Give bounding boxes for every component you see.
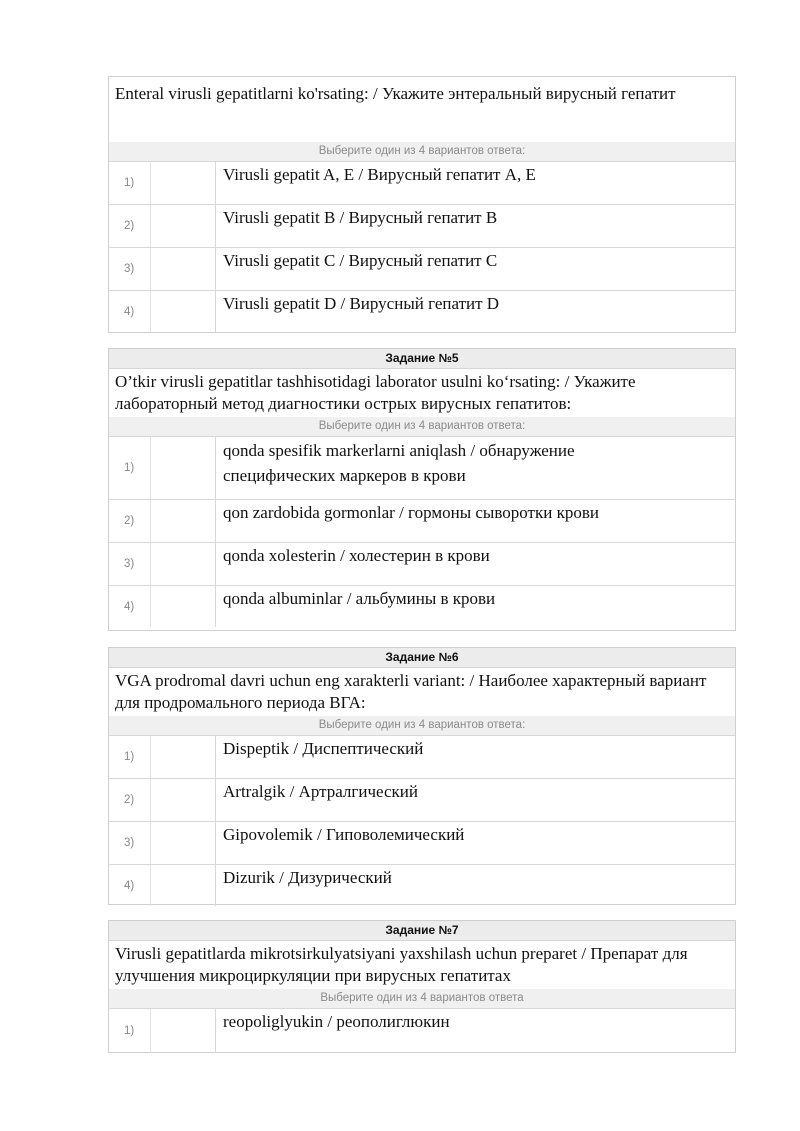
answer-instruction: Выберите один из 4 вариантов ответа: — [109, 417, 735, 436]
answer-option[interactable] — [109, 499, 735, 542]
answer-option[interactable] — [109, 778, 735, 821]
task-card — [108, 647, 736, 905]
answer-option[interactable] — [109, 735, 735, 778]
answer-instruction: Выберите один из 4 вариантов ответа: — [109, 142, 735, 161]
question-text: O’tkir virusli gepatitlar tashhisotidagi laborator usulni koʻrsating: / Укажите лабораторный метод диагностики острых вирусных гепатитов: — [115, 372, 636, 413]
option-number: 1) — [109, 736, 151, 778]
answer-select-cell[interactable] — [151, 1009, 216, 1053]
task-header: Задание №7 — [109, 921, 735, 941]
answer-select-cell[interactable] — [151, 162, 216, 204]
question-text: Virusli gepatitlarda mikrotsirkulyatsiyani yaxshilash uchun preparet / Препарат для улучшения микроциркуляции при вирусных гепатитах — [115, 944, 688, 985]
task-card — [108, 76, 736, 333]
option-number: 2) — [109, 779, 151, 821]
option-text: Virusli gepatit D / Вирусный гепатит D — [223, 294, 500, 313]
answer-select-cell[interactable] — [151, 205, 216, 247]
task-header: Задание №6 — [109, 648, 735, 668]
option-text: Gipovolemik / Гиповолемический — [223, 825, 465, 844]
answer-option[interactable] — [109, 1008, 735, 1053]
answer-select-cell[interactable] — [151, 736, 216, 778]
answer-select-cell[interactable] — [151, 291, 216, 332]
answer-select-cell[interactable] — [151, 865, 216, 906]
option-text: Virusli gepatit C / Вирусный гепатит C — [223, 251, 498, 270]
option-number: 3) — [109, 248, 151, 290]
answer-select-cell[interactable] — [151, 543, 216, 585]
option-number: 1) — [109, 162, 151, 204]
answer-option[interactable] — [109, 247, 735, 290]
answer-select-cell[interactable] — [151, 779, 216, 821]
question-text: Enteral virusli gepatitlarni ko'rsating: / Укажите энтеральный вирусный гепатит — [115, 84, 676, 103]
option-number: 4) — [109, 865, 151, 906]
task-card — [108, 348, 736, 631]
answer-select-cell[interactable] — [151, 437, 216, 499]
task-header: Задание №5 — [109, 349, 735, 369]
answer-option[interactable] — [109, 821, 735, 864]
option-number: 3) — [109, 822, 151, 864]
answer-option[interactable] — [109, 290, 735, 332]
answer-option[interactable] — [109, 585, 735, 627]
option-number: 1) — [109, 1009, 151, 1053]
option-number: 3) — [109, 543, 151, 585]
option-text: Virusli gepatit B / Вирусный гепатит B — [223, 208, 498, 227]
answer-select-cell[interactable] — [151, 500, 216, 542]
question-text: VGA prodromal davri uchun eng xarakterli variant: / Наиболее характерный вариант для продромального периода ВГА: — [115, 671, 707, 712]
option-text: qonda spesifik markerlarni aniqlash / обнаружение специфических маркеров в крови — [223, 441, 575, 485]
answer-instruction: Выберите один из 4 вариантов ответа — [109, 989, 735, 1008]
answer-option[interactable] — [109, 436, 735, 499]
option-number: 2) — [109, 205, 151, 247]
option-text: Virusli gepatit A, E / Вирусный гепатит A, E — [223, 165, 536, 184]
answer-option[interactable] — [109, 161, 735, 204]
option-text: Dispeptik / Диспептический — [223, 739, 424, 758]
option-text: Artralgik / Артралгический — [223, 782, 418, 801]
option-number: 4) — [109, 586, 151, 627]
answer-option[interactable] — [109, 542, 735, 585]
option-text: Dizurik / Дизурический — [223, 868, 392, 887]
answer-option[interactable] — [109, 204, 735, 247]
answer-select-cell[interactable] — [151, 822, 216, 864]
answer-select-cell[interactable] — [151, 586, 216, 627]
option-number: 2) — [109, 500, 151, 542]
option-number: 4) — [109, 291, 151, 332]
answer-instruction: Выберите один из 4 вариантов ответа: — [109, 716, 735, 735]
answer-option[interactable] — [109, 864, 735, 906]
answer-select-cell[interactable] — [151, 248, 216, 290]
option-text: reopoliglyukin / реополиглюкин — [223, 1012, 450, 1031]
option-text: qonda xolesterin / холестерин в крови — [223, 546, 490, 565]
option-number: 1) — [109, 437, 151, 499]
option-text: qon zardobida gormonlar / гормоны сыворотки крови — [223, 503, 599, 522]
task-card — [108, 920, 736, 1053]
option-text: qonda albuminlar / альбумины в крови — [223, 589, 496, 608]
